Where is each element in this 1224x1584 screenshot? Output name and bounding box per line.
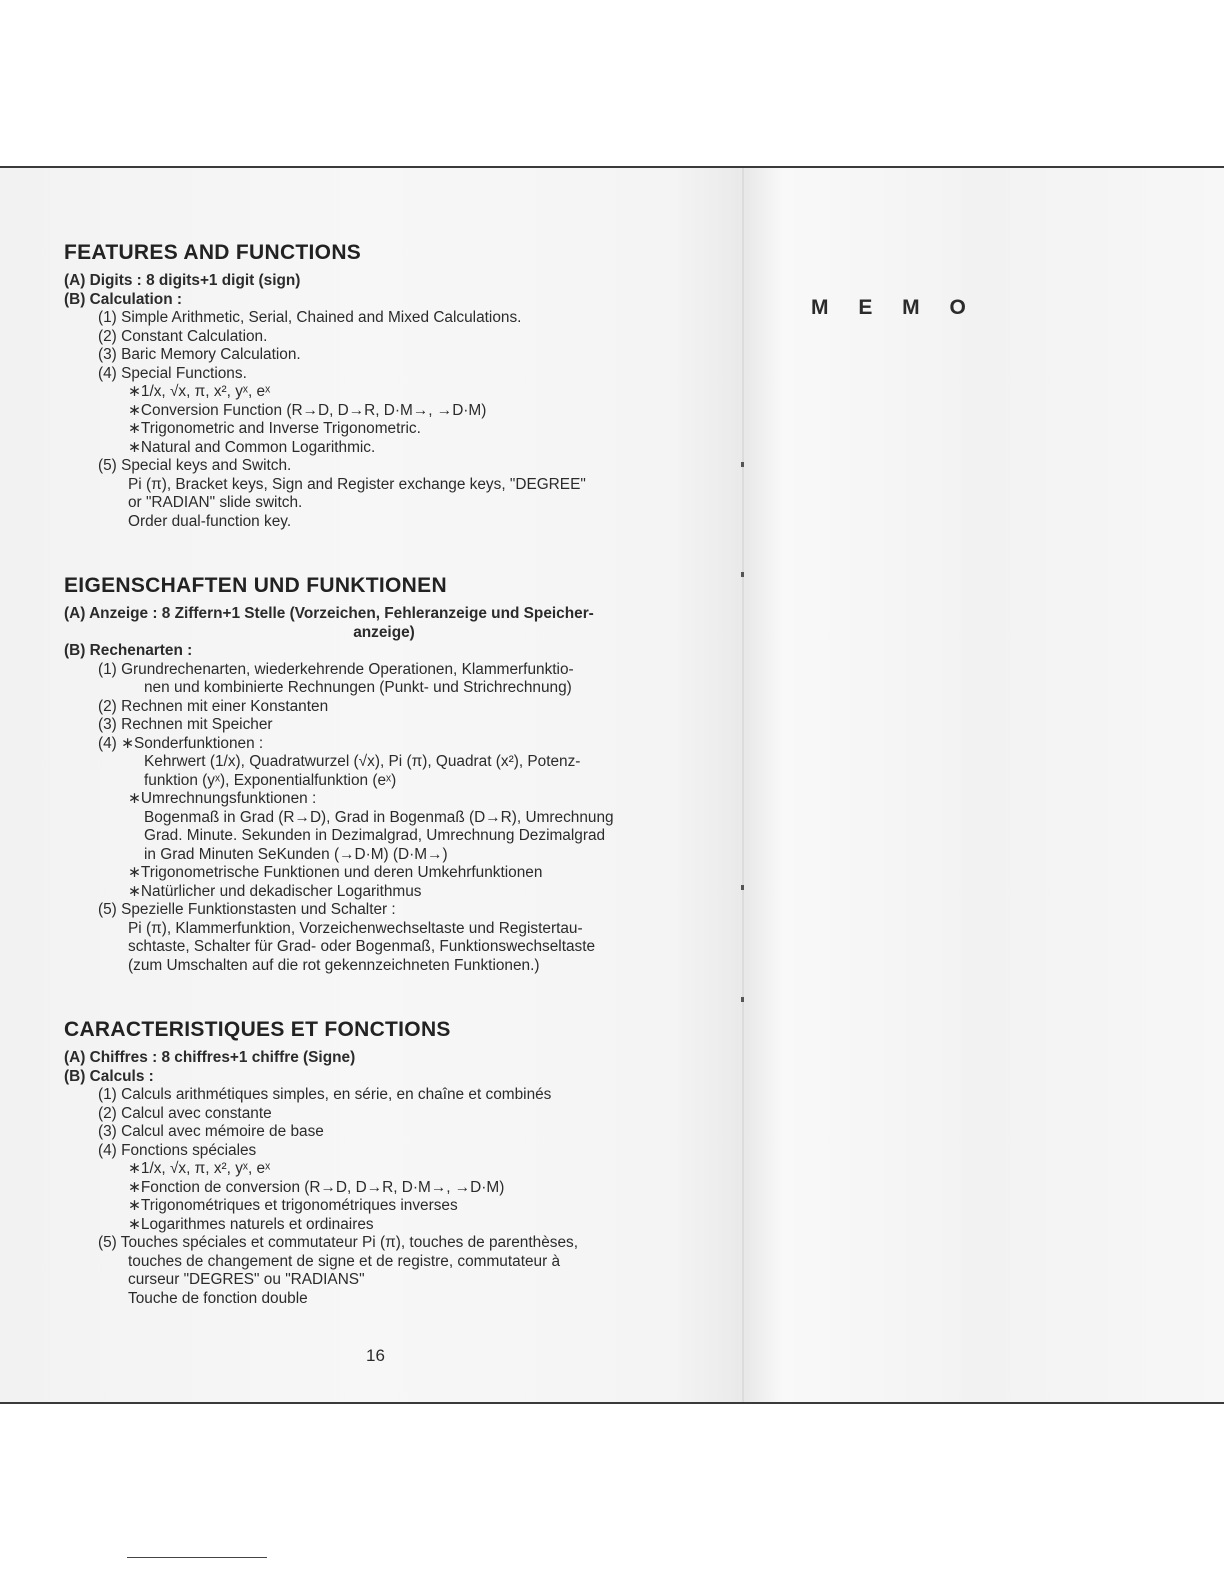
spec-line: (A) Anzeige : 8 Ziffern+1 Stelle (Vorzeichen, Fehleranzeige und Speicher- [64, 605, 594, 622]
spec-line: Bogenmaß in Grad (R→D), Grad in Bogenmaß (D→R), Umrechnung [144, 808, 614, 826]
spec-line: (3) Baric Memory Calculation. [98, 346, 301, 363]
section-title: CARACTERISTIQUES ET FONCTIONS [64, 1018, 451, 1041]
section-title: FEATURES AND FUNCTIONS [64, 241, 362, 264]
section-english [64, 240, 704, 531]
spec-line: (2) Constant Calculation. [98, 327, 268, 345]
spec-line: (4) Fonctions spéciales [98, 1141, 257, 1159]
spec-line: ∗Fonction de conversion (R→D, D→R, D·M→, →D·M) [128, 1178, 505, 1196]
page-top-edge [0, 166, 1224, 168]
spec-line: (zum Umschalten auf die rot gekennzeichneten Funktionen.) [128, 956, 540, 974]
page-number: 16 [366, 1346, 385, 1365]
staple-mark [741, 997, 744, 1002]
spec-line: (1) Calculs arithmétiques simples, en série, en chaîne et combinés [98, 1086, 552, 1103]
spec-line: ∗Natural and Common Logarithmic. [128, 438, 376, 456]
spec-line: (5) Spezielle Funktionstasten und Schalter : [98, 901, 396, 918]
spec-line: (2) Calcul avec constante [98, 1104, 272, 1122]
spec-line: (A) Chiffres : 8 chiffres+1 chiffre (Signe) [64, 1049, 356, 1066]
spec-line: Pi (π), Klammerfunktion, Vorzeichenwechseltaste und Registertau- [128, 919, 583, 937]
spec-line: anzeige) [353, 623, 415, 641]
page-bottom-edge [0, 1402, 1224, 1404]
spec-line: ∗Trigonométriques et trigonométriques inverses [128, 1197, 458, 1214]
spec-line: (4) ∗Sonderfunktionen : [98, 734, 264, 752]
spec-line: Order dual-function key. [128, 512, 292, 530]
spec-line: ∗Natürlicher und dekadischer Logarithmus [128, 882, 422, 900]
left-page-content [64, 240, 704, 1308]
spec-line: ∗1/x, √x, π, x², yˣ, eˣ [128, 383, 271, 400]
spec-line: Pi (π), Bracket keys, Sign and Register exchange keys, "DEGREE" [128, 475, 586, 493]
spec-line: Kehrwert (1/x), Quadratwurzel (√x), Pi (π), Quadrat (x²), Potenz- [144, 753, 581, 770]
spec-line: (5) Touches spéciales et commutateur Pi (π), touches de parenthèses, [98, 1234, 578, 1251]
spec-line: curseur "DEGRES" ou "RADIANS" [128, 1271, 365, 1288]
spec-line: nen und kombinierte Rechnungen (Punkt- und Strichrechnung) [144, 679, 572, 696]
link-underline[interactable] [127, 1557, 267, 1558]
spec-line: (1) Simple Arithmetic, Serial, Chained and Mixed Calculations. [98, 309, 522, 326]
memo-heading: M E M O [811, 296, 978, 319]
spec-line: (3) Rechnen mit Speicher [98, 716, 273, 733]
section-title: EIGENSCHAFTEN UND FUNKTIONEN [64, 574, 447, 597]
spec-line: Touche de fonction double [128, 1289, 308, 1307]
spec-line: ∗Conversion Function (R→D, D→R, D·M→, →D·M) [128, 401, 487, 419]
section-french [64, 1017, 704, 1308]
spec-line: (5) Special keys and Switch. [98, 457, 292, 474]
spec-line: (4) Special Functions. [98, 364, 247, 382]
spec-line: (3) Calcul avec mémoire de base [98, 1123, 324, 1140]
spec-line: (1) Grundrechenarten, wiederkehrende Operationen, Klammerfunktio- [98, 660, 574, 678]
page-fold [742, 168, 744, 1402]
spec-line: ∗Logarithmes naturels et ordinaires [128, 1215, 374, 1233]
spec-line: touches de changement de signe et de registre, commutateur à [128, 1252, 561, 1270]
staple-mark [741, 572, 744, 577]
spec-line: Grad. Minute. Sekunden in Dezimalgrad, Umrechnung Dezimalgrad [144, 827, 606, 844]
staple-mark [741, 885, 744, 890]
spec-line: in Grad Minuten SeKunden (→D·M) (D·M→) [144, 845, 448, 863]
spec-line: ∗Trigonometric and Inverse Trigonometric. [128, 420, 421, 437]
spec-line: ∗Trigonometrische Funktionen und deren Umkehrfunktionen [128, 864, 543, 881]
staple-mark [741, 462, 744, 467]
spec-line: (A) Digits : 8 digits+1 digit (sign) [64, 272, 301, 289]
spec-line: ∗1/x, √x, π, x², yˣ, eˣ [128, 1160, 271, 1177]
spec-line: (B) Calculation : [64, 290, 182, 308]
section-german [64, 573, 704, 975]
spec-line: (B) Rechenarten : [64, 642, 193, 659]
spec-line: or "RADIAN" slide switch. [128, 494, 303, 511]
spec-line: (B) Calculs : [64, 1067, 154, 1085]
spec-line: (2) Rechnen mit einer Konstanten [98, 697, 329, 715]
spec-line: funktion (yˣ), Exponentialfunktion (eˣ) [144, 771, 397, 789]
spec-line: ∗Umrechnungsfunktionen : [128, 790, 317, 807]
spec-line: schtaste, Schalter für Grad- oder Bogenmaß, Funktionswechseltaste [128, 938, 596, 955]
